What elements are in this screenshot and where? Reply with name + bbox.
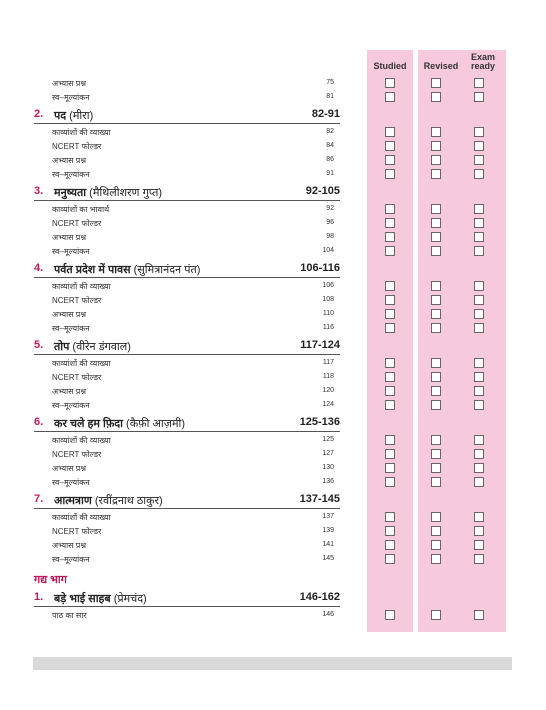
subtopic-page: 75: [326, 79, 334, 86]
subtopic-label: NCERT फोल्डर: [52, 450, 102, 459]
exam-ready-checkbox[interactable]: [474, 295, 484, 305]
studied-checkbox[interactable]: [385, 78, 395, 88]
exam-ready-checkbox[interactable]: [474, 463, 484, 473]
chapter-title-main: बड़े भाई साहब: [54, 593, 111, 605]
revised-checkbox[interactable]: [431, 540, 441, 550]
exam-ready-checkbox[interactable]: [474, 78, 484, 88]
subtopic-page: 106: [322, 282, 334, 289]
subtopic-row: [0, 399, 546, 413]
studied-checkbox[interactable]: [385, 309, 395, 319]
subtopic-label: स्व–मूल्यांकन: [52, 555, 90, 564]
exam-ready-checkbox[interactable]: [474, 526, 484, 536]
exam-ready-checkbox[interactable]: [474, 372, 484, 382]
chapter-number: 6.: [34, 416, 44, 428]
studied-checkbox[interactable]: [385, 554, 395, 564]
subtopic-page: 98: [326, 233, 334, 240]
subtopic-row: [0, 203, 546, 217]
studied-checkbox[interactable]: [385, 141, 395, 151]
exam-ready-checkbox[interactable]: [474, 155, 484, 165]
subtopic-label: काव्यांशों की व्याख्या: [52, 128, 111, 137]
revised-checkbox[interactable]: [431, 309, 441, 319]
subtopic-row: [0, 322, 546, 336]
chapter-title-main: पर्वत प्रदेश में पावस: [54, 264, 131, 276]
subtopic-row: [0, 462, 546, 476]
subtopic-row: [0, 91, 546, 105]
subtopic-label: स्व–मूल्यांकन: [52, 478, 90, 487]
subtopic-label: NCERT फोल्डर: [52, 142, 102, 151]
studied-checkbox[interactable]: [385, 400, 395, 410]
subtopic-page: 104: [322, 247, 334, 254]
studied-checkbox[interactable]: [385, 232, 395, 242]
subtopic-row: [0, 217, 546, 231]
subtopic-label: स्व–मूल्यांकन: [52, 247, 90, 256]
revised-checkbox[interactable]: [431, 78, 441, 88]
revised-checkbox[interactable]: [431, 463, 441, 473]
subtopic-page: 125: [322, 436, 334, 443]
chapter-author: (रवींद्रनाथ ठाकुर): [91, 495, 163, 507]
subtopic-row: [0, 609, 546, 623]
studied-checkbox[interactable]: [385, 281, 395, 291]
chapter-author: (मीरा): [66, 110, 94, 122]
chapter-row: [0, 182, 546, 202]
chapter-page-range: 146-162: [299, 591, 340, 603]
exam-ready-checkbox[interactable]: [474, 323, 484, 333]
chapter-title: [54, 493, 163, 508]
exam-ready-checkbox[interactable]: [474, 309, 484, 319]
subtopic-page: 127: [322, 450, 334, 457]
subtopic-label: NCERT फोल्डर: [52, 373, 102, 382]
revised-checkbox[interactable]: [431, 295, 441, 305]
subtopic-page: 136: [322, 478, 334, 485]
studied-checkbox[interactable]: [385, 463, 395, 473]
exam-ready-checkbox[interactable]: [474, 246, 484, 256]
subtopic-row: [0, 448, 546, 462]
subtopic-page: 82: [326, 128, 334, 135]
exam-ready-checkbox[interactable]: [474, 358, 484, 368]
subtopic-label: अभ्यास प्रश्न: [52, 156, 86, 165]
studied-checkbox[interactable]: [385, 246, 395, 256]
subtopic-page: 130: [322, 464, 334, 471]
subtopic-row: [0, 154, 546, 168]
subtopic-page: 139: [322, 527, 334, 534]
subtopic-row: [0, 280, 546, 294]
subtopic-page: 141: [322, 541, 334, 548]
exam-ready-checkbox[interactable]: [474, 141, 484, 151]
subtopic-label: स्व–मूल्यांकन: [52, 93, 90, 102]
revised-checkbox[interactable]: [431, 610, 441, 620]
subtopic-label: पाठ का सार: [52, 611, 87, 620]
subtopic-page: 81: [326, 93, 334, 100]
chapter-rule: [34, 123, 340, 124]
chapter-author: (सुमित्रानंदन पंत): [130, 264, 201, 276]
subtopic-label: NCERT फोल्डर: [52, 296, 102, 305]
subtopic-row: [0, 511, 546, 525]
chapter-row: [0, 588, 546, 608]
subtopic-row: [0, 371, 546, 385]
chapter-rule: [34, 606, 340, 607]
chapter-author: (वीरेन डंगवाल): [69, 341, 131, 353]
exam-ready-checkbox[interactable]: [474, 281, 484, 291]
subtopic-label: स्व–मूल्यांकन: [52, 401, 90, 410]
subtopic-row: [0, 245, 546, 259]
studied-checkbox[interactable]: [385, 169, 395, 179]
revised-checkbox[interactable]: [431, 449, 441, 459]
studied-checkbox[interactable]: [385, 358, 395, 368]
chapter-row: [0, 105, 546, 125]
exam-ready-checkbox[interactable]: [474, 449, 484, 459]
exam-ready-header-line1: Exam: [470, 52, 496, 62]
subtopic-page: 110: [322, 310, 334, 317]
subtopic-label: काव्यांशों की व्याख्या: [52, 359, 111, 368]
exam-ready-checkbox[interactable]: [474, 400, 484, 410]
studied-checkbox[interactable]: [385, 610, 395, 620]
revised-checkbox[interactable]: [431, 323, 441, 333]
exam-ready-checkbox[interactable]: [474, 169, 484, 179]
revised-checkbox[interactable]: [431, 141, 441, 151]
subtopic-row: [0, 553, 546, 567]
chapter-rule: [34, 354, 340, 355]
chapter-page-range: 92-105: [305, 185, 340, 197]
chapter-rule: [34, 277, 340, 278]
chapter-page-range: 125-136: [299, 416, 340, 428]
chapter-title: [54, 591, 147, 606]
subtopic-row: [0, 231, 546, 245]
studied-checkbox[interactable]: [385, 127, 395, 137]
subtopic-label: NCERT फोल्डर: [52, 527, 102, 536]
revised-checkbox[interactable]: [431, 386, 441, 396]
subtopic-label: काव्यांशों की व्याख्या: [52, 282, 111, 291]
chapter-title: [54, 185, 162, 200]
subtopic-label: काव्यांशों की व्याख्या: [52, 436, 111, 445]
exam-ready-checkbox[interactable]: [474, 204, 484, 214]
chapter-title-main: आत्मत्राण: [54, 495, 92, 507]
chapter-title-main: तोप: [54, 341, 70, 353]
revised-checkbox[interactable]: [431, 246, 441, 256]
subtopic-label: अभ्यास प्रश्न: [52, 464, 86, 473]
revised-checkbox[interactable]: [431, 554, 441, 564]
chapter-author: (प्रेमचंद): [110, 593, 147, 605]
subtopic-page: 117: [322, 359, 334, 366]
revised-checkbox[interactable]: [431, 477, 441, 487]
chapter-page-range: 137-145: [299, 493, 340, 505]
chapter-title-main: कर चले हम फ़िदा: [54, 418, 123, 430]
subtopic-row: [0, 539, 546, 553]
chapter-row: [0, 490, 546, 510]
chapter-row: [0, 413, 546, 433]
subtopic-page: 118: [322, 373, 334, 380]
revised-checkbox[interactable]: [431, 281, 441, 291]
revised-checkbox[interactable]: [431, 372, 441, 382]
chapter-number: 4.: [34, 262, 44, 274]
chapter-number: 3.: [34, 185, 44, 197]
studied-checkbox[interactable]: [385, 218, 395, 228]
exam-ready-checkbox[interactable]: [474, 477, 484, 487]
exam-ready-checkbox[interactable]: [474, 218, 484, 228]
subtopic-row: [0, 140, 546, 154]
chapter-page-range: 82-91: [311, 108, 340, 120]
exam-ready-checkbox[interactable]: [474, 540, 484, 550]
subtopic-label: काव्यांशों की व्याख्या: [52, 513, 111, 522]
revised-checkbox[interactable]: [431, 127, 441, 137]
subtopic-row: [0, 168, 546, 182]
studied-checkbox[interactable]: [385, 477, 395, 487]
subtopic-page: 116: [322, 324, 334, 331]
revised-checkbox[interactable]: [431, 358, 441, 368]
studied-checkbox[interactable]: [385, 295, 395, 305]
revised-checkbox[interactable]: [431, 400, 441, 410]
studied-checkbox[interactable]: [385, 204, 395, 214]
subtopic-label: स्व–मूल्यांकन: [52, 170, 90, 179]
studied-checkbox[interactable]: [385, 386, 395, 396]
chapter-author: (कैफ़ी आज़मी): [123, 418, 186, 430]
studied-checkbox[interactable]: [385, 435, 395, 445]
chapter-title: [54, 262, 200, 277]
exam-ready-header-line2: ready: [470, 61, 496, 71]
subtopic-row: [0, 77, 546, 91]
chapter-title-main: पद: [54, 110, 67, 122]
subtopic-page: 86: [326, 156, 334, 163]
studied-checkbox[interactable]: [385, 449, 395, 459]
subtopic-row: [0, 525, 546, 539]
chapter-page-range: 106-116: [300, 262, 340, 274]
revised-checkbox[interactable]: [431, 232, 441, 242]
revised-checkbox[interactable]: [431, 169, 441, 179]
subtopic-row: [0, 126, 546, 140]
subtopic-row: [0, 294, 546, 308]
subtopic-page: 96: [326, 219, 334, 226]
chapter-row: [0, 259, 546, 279]
subtopic-page: 108: [322, 296, 334, 303]
subtopic-row: [0, 308, 546, 322]
studied-checkbox[interactable]: [385, 155, 395, 165]
subtopic-label: काव्यांशों का भावार्थ: [52, 205, 110, 214]
revised-header: Revised: [423, 61, 459, 71]
subtopic-row: [0, 434, 546, 448]
chapter-title: [54, 339, 131, 354]
studied-checkbox[interactable]: [385, 512, 395, 522]
subtopic-page: 137: [322, 513, 334, 520]
subtopic-label: स्व–मूल्यांकन: [52, 324, 90, 333]
section-heading-prose: गद्य भाग: [34, 574, 67, 586]
subtopic-page: 92: [326, 205, 334, 212]
revised-checkbox[interactable]: [431, 155, 441, 165]
subtopic-row: [0, 357, 546, 371]
chapter-row: [0, 336, 546, 356]
chapter-page-range: 117-124: [300, 339, 340, 351]
chapter-number: 5.: [34, 339, 44, 351]
subtopic-page: 120: [322, 387, 334, 394]
chapter-title-main: मनुष्यता: [54, 187, 87, 199]
subtopic-page: 146: [322, 611, 334, 618]
subtopic-page: 91: [326, 170, 334, 177]
exam-ready-checkbox[interactable]: [474, 554, 484, 564]
subtopic-page: 145: [322, 555, 334, 562]
subtopic-label: NCERT फोल्डर: [52, 219, 102, 228]
exam-ready-checkbox[interactable]: [474, 512, 484, 522]
revised-checkbox[interactable]: [431, 512, 441, 522]
exam-ready-checkbox[interactable]: [474, 127, 484, 137]
studied-checkbox[interactable]: [385, 372, 395, 382]
studied-checkbox[interactable]: [385, 540, 395, 550]
revised-checkbox[interactable]: [431, 92, 441, 102]
exam-ready-checkbox[interactable]: [474, 92, 484, 102]
revised-checkbox[interactable]: [431, 435, 441, 445]
subtopic-page: 124: [322, 401, 334, 408]
subtopic-page: 84: [326, 142, 334, 149]
chapter-number: 2.: [34, 108, 44, 120]
chapter-author: (मैथिलीशरण गुप्त): [86, 187, 163, 199]
subtopic-row: [0, 476, 546, 490]
exam-ready-checkbox[interactable]: [474, 232, 484, 242]
studied-checkbox[interactable]: [385, 323, 395, 333]
footer-bar: [33, 657, 512, 670]
subtopic-label: अभ्यास प्रश्न: [52, 541, 86, 550]
revised-checkbox[interactable]: [431, 526, 441, 536]
exam-ready-checkbox[interactable]: [474, 435, 484, 445]
revised-checkbox[interactable]: [431, 218, 441, 228]
chapter-title: [54, 416, 185, 431]
studied-checkbox[interactable]: [385, 92, 395, 102]
subtopic-label: अभ्यास प्रश्न: [52, 310, 86, 319]
revised-checkbox[interactable]: [431, 204, 441, 214]
chapter-title: [54, 108, 93, 123]
subtopic-label: अभ्यास प्रश्न: [52, 79, 86, 88]
chapter-rule: [34, 200, 340, 201]
exam-ready-checkbox[interactable]: [474, 386, 484, 396]
chapter-rule: [34, 508, 340, 509]
chapter-rule: [34, 431, 340, 432]
studied-checkbox[interactable]: [385, 526, 395, 536]
exam-ready-checkbox[interactable]: [474, 610, 484, 620]
chapter-number: 7.: [34, 493, 44, 505]
subtopic-row: [0, 385, 546, 399]
subtopic-label: अभ्यास प्रश्न: [52, 387, 86, 396]
studied-header: Studied: [373, 61, 407, 71]
chapter-number: 1.: [34, 591, 44, 603]
subtopic-label: अभ्यास प्रश्न: [52, 233, 86, 242]
